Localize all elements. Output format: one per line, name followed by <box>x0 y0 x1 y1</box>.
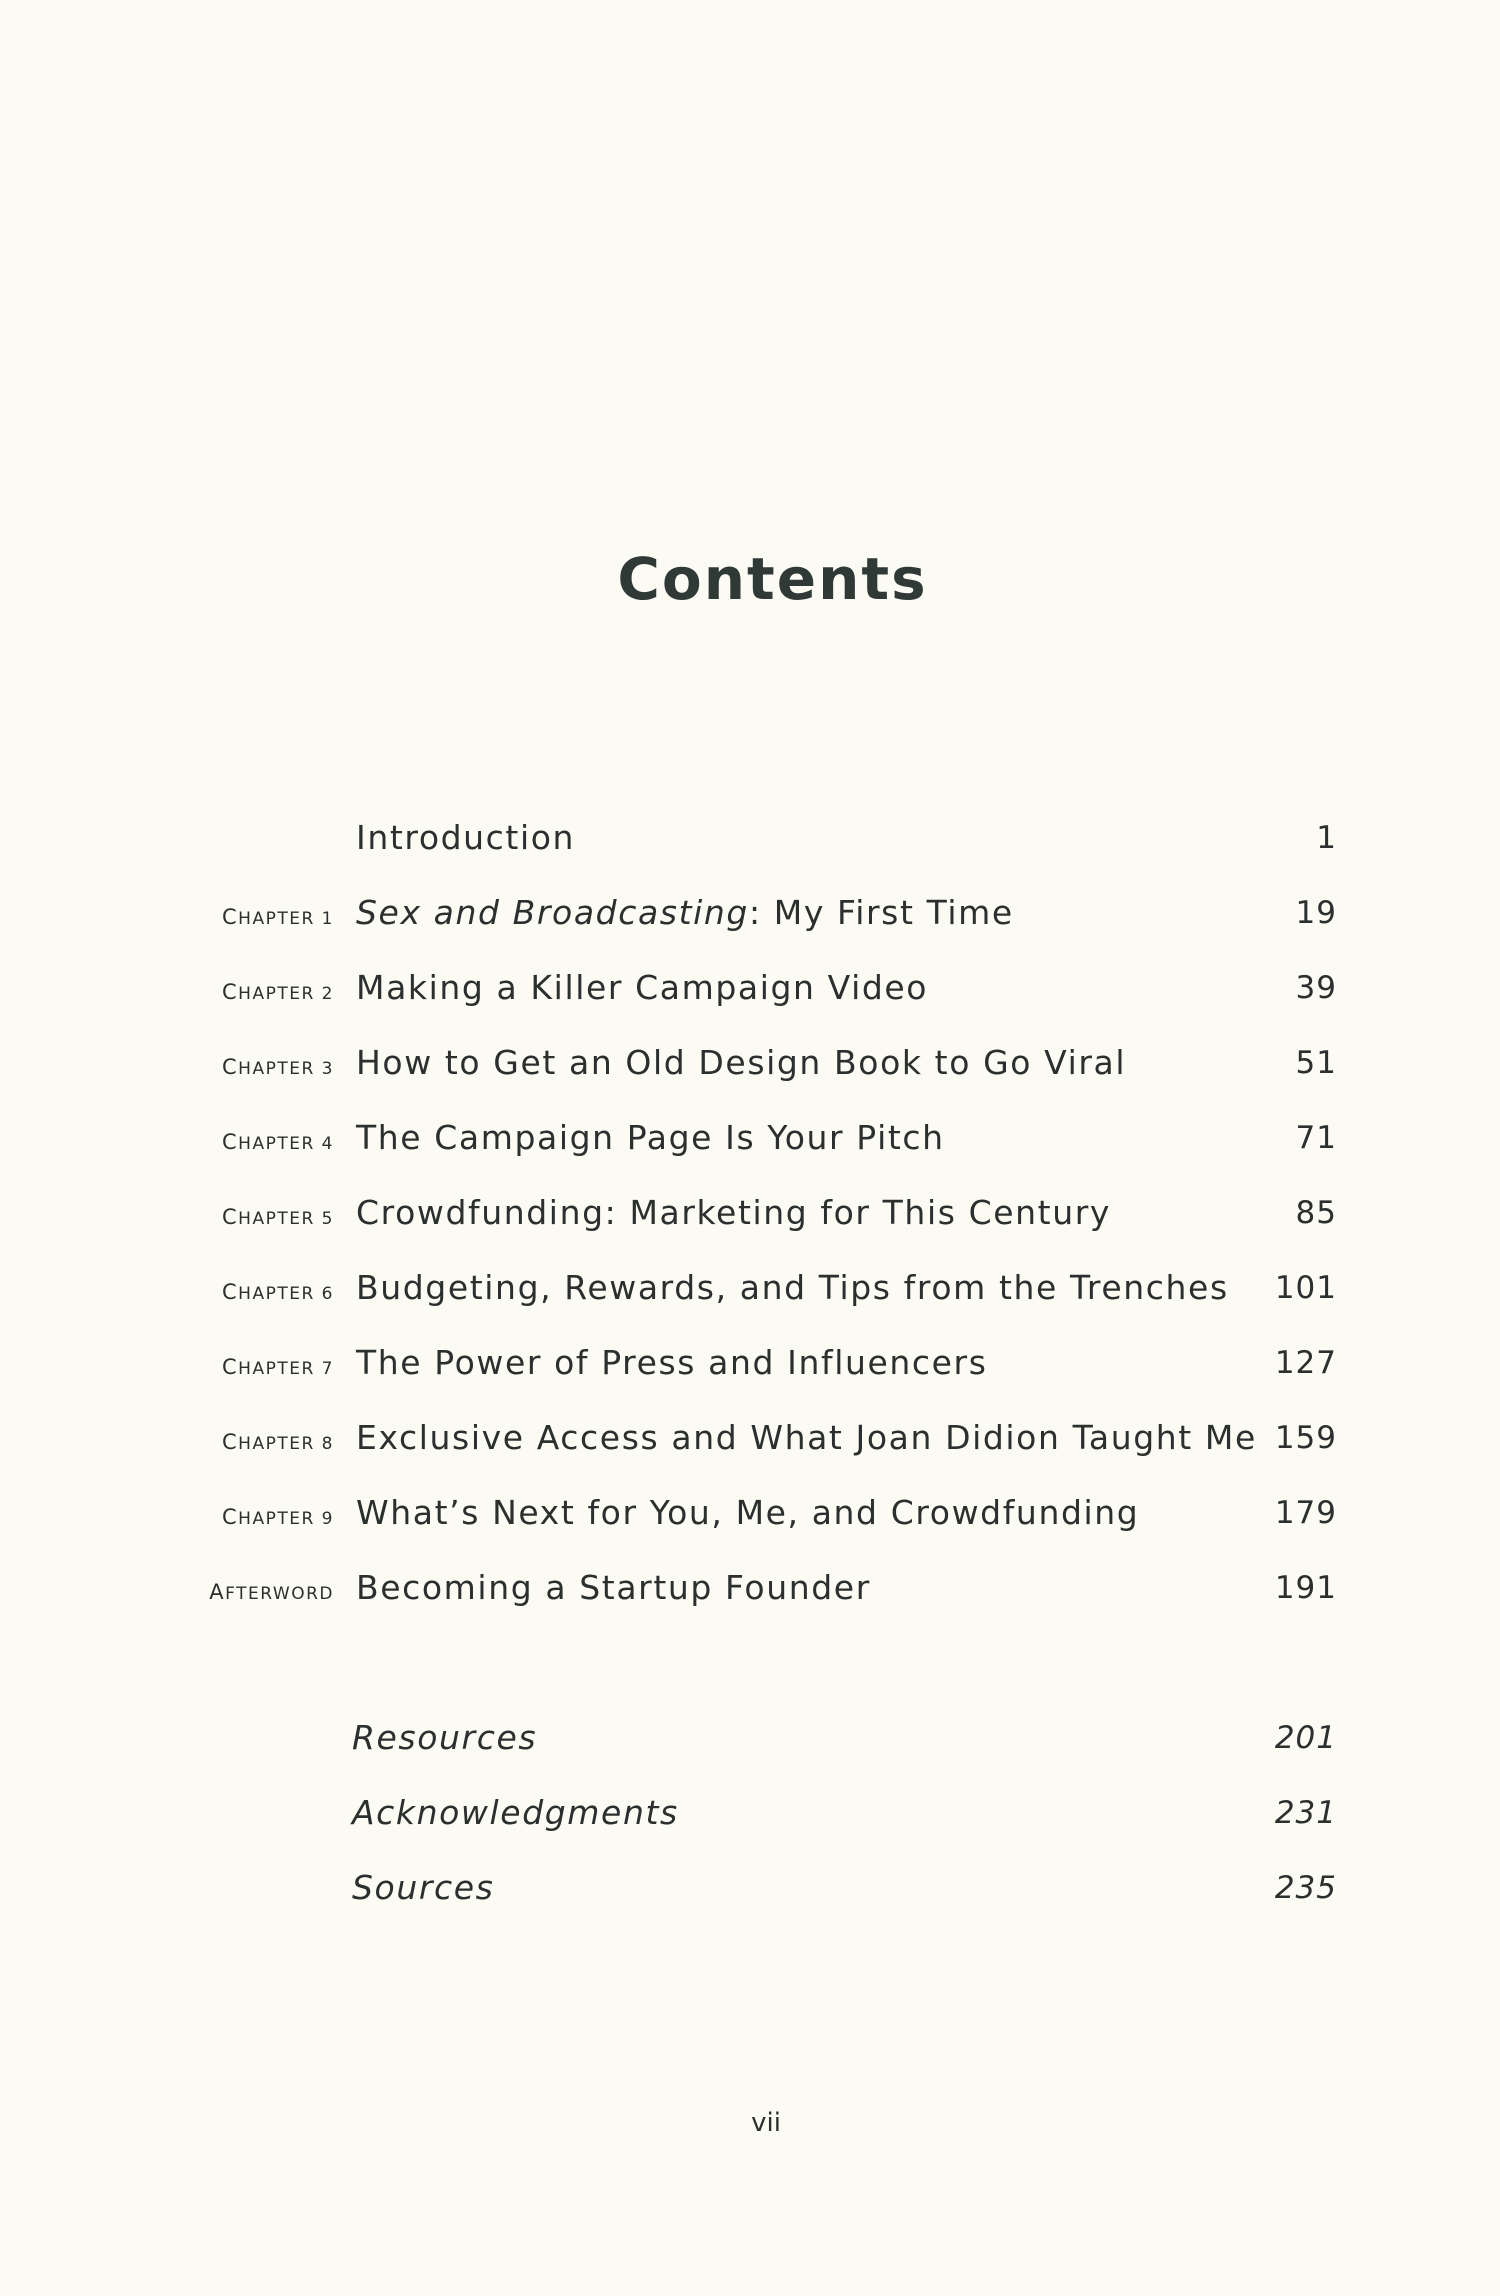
toc-entry-title: Introduction <box>356 818 576 857</box>
toc-entry-label: CHAPTER 2 <box>221 980 334 1004</box>
toc-entry-title: Resources <box>352 1718 538 1757</box>
toc-entry-chapter-2 <box>0 958 1500 1008</box>
toc-entry-page: 19 <box>1295 895 1337 931</box>
toc-entry-page: 159 <box>1274 1420 1337 1456</box>
toc-entry-chapter-6 <box>0 1258 1500 1308</box>
toc-entry-sources <box>0 1858 1500 1908</box>
toc-entry-title: The Campaign Page Is Your Pitch <box>356 1118 945 1157</box>
toc-entry-chapter-1 <box>0 883 1500 933</box>
toc-entry-page: 71 <box>1295 1120 1337 1156</box>
toc-entry-page: 51 <box>1295 1045 1337 1081</box>
toc-entry-label: CHAPTER 3 <box>221 1055 334 1079</box>
toc-entry-label: CHAPTER 7 <box>221 1355 334 1379</box>
toc-entry-page: 101 <box>1274 1270 1337 1306</box>
toc-entry-chapter-5 <box>0 1183 1500 1233</box>
toc-entry-label: CHAPTER 9 <box>221 1505 334 1529</box>
toc-entry-afterword <box>0 1558 1500 1608</box>
toc-entry-page: 235 <box>1274 1870 1337 1906</box>
toc-entry-title: Exclusive Access and What Joan Didion Taught Me <box>356 1418 1257 1457</box>
toc-entry-chapter-7 <box>0 1333 1500 1383</box>
toc-entry-label: CHAPTER 5 <box>221 1205 334 1229</box>
toc-entry-page: 85 <box>1295 1195 1337 1231</box>
toc-entry-title: How to Get an Old Design Book to Go Viral <box>356 1043 1127 1082</box>
toc-entry-label: CHAPTER 6 <box>221 1280 334 1304</box>
toc-entry-title: Sex and Broadcasting: My First Time <box>356 893 1014 932</box>
toc-entry-label: CHAPTER 1 <box>221 905 334 929</box>
page-number: vii <box>751 2108 781 2138</box>
toc-entry-page: 201 <box>1274 1720 1337 1756</box>
toc-entry-page: 231 <box>1274 1795 1337 1831</box>
toc-entry-label: CHAPTER 4 <box>221 1130 334 1154</box>
toc-entry-chapter-4 <box>0 1108 1500 1158</box>
toc-entry-page: 191 <box>1274 1570 1337 1606</box>
toc-entry-title: Sources <box>352 1868 495 1907</box>
toc-entry-resources <box>0 1708 1500 1758</box>
toc-entry-chapter-3 <box>0 1033 1500 1083</box>
toc-entry-title: Budgeting, Rewards, and Tips from the Trenches <box>356 1268 1229 1307</box>
toc-entry-title: Crowdfunding: Marketing for This Century <box>356 1193 1112 1232</box>
toc-entry-title: What’s Next for You, Me, and Crowdfunding <box>356 1493 1140 1532</box>
toc-entry-introduction <box>0 808 1500 858</box>
toc-entry-page: 127 <box>1274 1345 1337 1381</box>
toc-entry-chapter-8 <box>0 1408 1500 1458</box>
toc-entry-page: 39 <box>1295 970 1337 1006</box>
toc-entry-page: 1 <box>1316 820 1337 856</box>
toc-entry-label: AFTERWORD <box>209 1580 334 1604</box>
toc-entry-label: CHAPTER 8 <box>221 1430 334 1454</box>
toc-entry-chapter-9 <box>0 1483 1500 1533</box>
toc-entry-title: Making a Killer Campaign Video <box>356 968 929 1007</box>
toc-entry-title: The Power of Press and Influencers <box>356 1343 988 1382</box>
toc-entry-title: Acknowledgments <box>352 1793 679 1832</box>
page-title: Contents <box>617 545 928 613</box>
toc-entry-title: Becoming a Startup Founder <box>356 1568 871 1607</box>
toc-entry-acknowledgments <box>0 1783 1500 1833</box>
toc-entry-page: 179 <box>1274 1495 1337 1531</box>
